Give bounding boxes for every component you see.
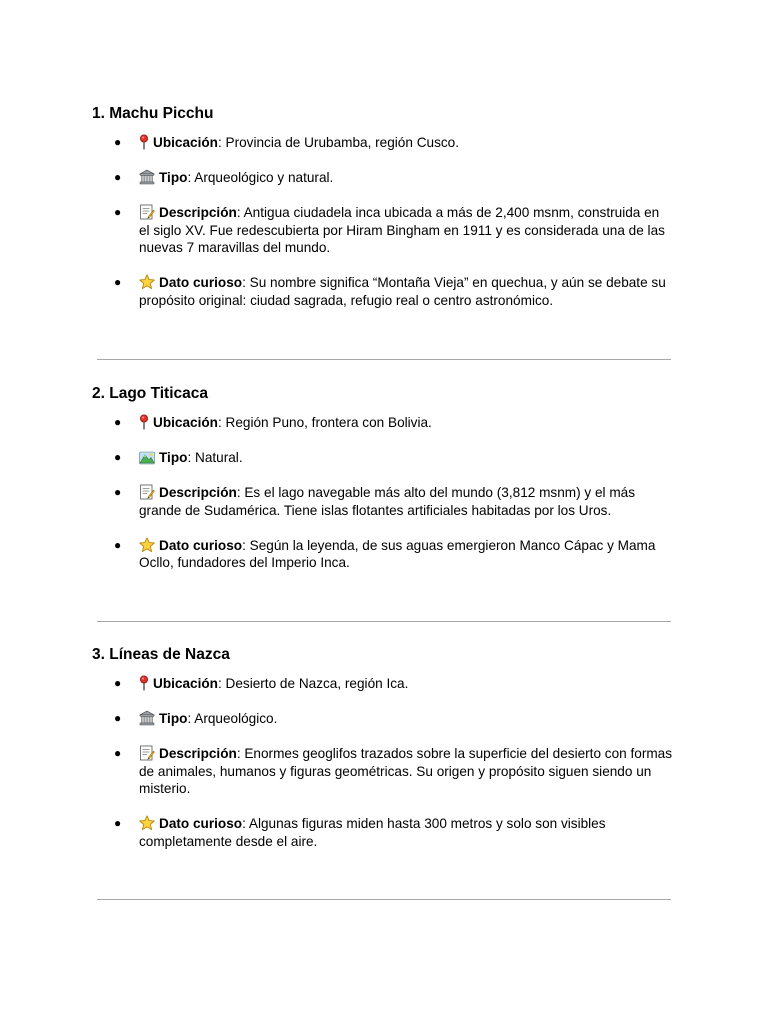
star-icon [139, 537, 155, 553]
item-text: : Es el lago navegable más alto del mundo (3,812 msnm) y el más grande de Sudamérica. Tiene islas flotantes artificiales habitadas por los Uros. [139, 485, 636, 518]
classical-building-icon [139, 169, 155, 185]
list-item [0, 675, 673, 693]
item-text: : Según la leyenda, de sus aguas emergieron Manco Cápac y Mama Ocllo, fundadores del Imperio Inca. [139, 537, 656, 571]
bullet-dot: ● [114, 450, 122, 465]
item-label: Descripción [159, 746, 237, 762]
item-text: : Arqueológico y natural. [187, 170, 334, 186]
item-label: Tipo [159, 450, 188, 466]
item-label: Dato curioso [159, 816, 243, 832]
bullet-dot: ● [114, 746, 122, 761]
list-item [0, 134, 673, 152]
bullet-dot: ● [114, 711, 122, 726]
list-item [0, 710, 673, 728]
item-label: Tipo [159, 711, 188, 727]
section-title: 1. Machu Picchu [92, 105, 214, 122]
classical-building-icon [139, 710, 155, 726]
memo-icon [139, 484, 155, 500]
star-icon [139, 274, 155, 290]
item-label: Descripción [159, 205, 237, 221]
item-text: : Desierto de Nazca, región Ica. [217, 676, 409, 691]
bullet-dot: ● [114, 485, 122, 500]
item-label: Ubicación [153, 676, 218, 691]
pin-icon [139, 134, 149, 150]
bullet-list [0, 414, 768, 590]
bullet-dot: ● [114, 816, 122, 831]
item-text: : Su nombre significa “Montaña Vieja” en quechua, y aún se debate su propósito original: ciudad sagrada, refugio real o centro astronómico. [139, 275, 666, 309]
memo-icon [139, 745, 155, 761]
item-text: : Región Puno, frontera con Bolivia. [217, 415, 432, 430]
mountain-landscape-icon [139, 449, 155, 465]
pin-icon [139, 414, 149, 430]
item-text: : Natural. [187, 450, 243, 466]
item-label: Tipo [159, 170, 188, 186]
bullet-list [0, 134, 768, 327]
section-title: 2. Lago Titicaca [92, 385, 209, 402]
bullet-list [0, 675, 768, 868]
item-text: : Arqueológico. [187, 711, 278, 727]
section-divider [97, 621, 671, 622]
section-title: 3. Líneas de Nazca [92, 646, 230, 663]
bullet-dot: ● [114, 275, 122, 290]
list-item [0, 449, 673, 467]
list-item [0, 204, 673, 257]
item-text: : Antigua ciudadela inca ubicada a más de 2,400 msnm, construida en el siglo XV. Fue redescubierta por Hiram Bingham en 1911 y es considerada una de las nuevas 7 maravillas del mundo. [139, 205, 665, 256]
list-item [0, 414, 673, 432]
pin-icon [139, 675, 149, 691]
bullet-dot: ● [114, 205, 122, 220]
section-divider [97, 359, 671, 360]
list-item [0, 815, 673, 850]
bullet-dot: ● [114, 676, 122, 690]
item-text: : Provincia de Urubamba, región Cusco. [217, 135, 459, 150]
list-item [0, 169, 673, 187]
item-label: Dato curioso [159, 537, 243, 553]
list-item [0, 274, 673, 309]
list-item [0, 745, 673, 798]
item-label: Descripción [159, 485, 237, 501]
bullet-dot: ● [114, 135, 122, 149]
section-divider [97, 899, 671, 900]
memo-icon [139, 204, 155, 220]
star-icon [139, 815, 155, 831]
item-label: Ubicación [153, 415, 218, 430]
item-label: Dato curioso [159, 275, 243, 291]
item-label: Ubicación [153, 135, 218, 150]
item-text: : Enormes geoglifos trazados sobre la superficie del desierto con formas de animales, humanos y figuras geométricas. Su origen y propósito siguen siendo un misterio. [139, 746, 673, 797]
bullet-dot: ● [114, 170, 122, 185]
item-text: : Algunas figuras miden hasta 300 metros y solo son visibles completamente desde el aire. [139, 816, 606, 850]
bullet-dot: ● [114, 537, 122, 552]
list-item [0, 484, 673, 519]
bullet-dot: ● [114, 415, 122, 429]
list-item [0, 537, 673, 572]
